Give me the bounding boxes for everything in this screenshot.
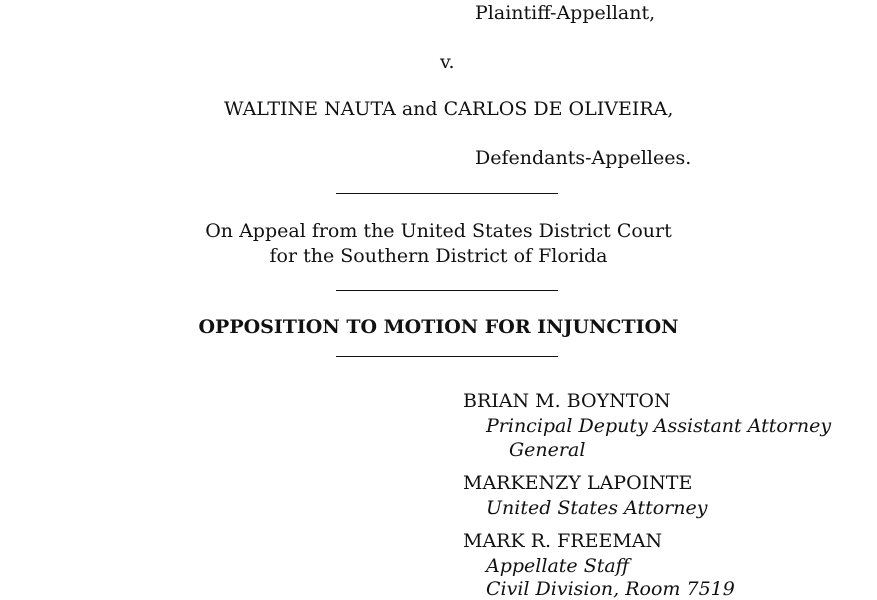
defendants-role: Defendants-Appellees. xyxy=(475,147,692,169)
plaintiff-role: Plaintiff-Appellant, xyxy=(475,2,656,24)
signatory-name: MARKENZY LAPOINTE xyxy=(463,472,693,494)
signatory-title: Civil Division, Room 7519 xyxy=(486,578,735,600)
signatory-title: Appellate Staff xyxy=(486,555,630,577)
defendants-names: WALTINE NAUTA and CARLOS DE OLIVEIRA, xyxy=(224,98,674,120)
separator-rule-2 xyxy=(336,290,558,291)
signatory-name: BRIAN M. BOYNTON xyxy=(463,390,671,412)
signatory-title: Principal Deputy Assistant Attorney xyxy=(486,415,832,437)
signatory-title: General xyxy=(509,439,586,461)
signatory-name: MARK R. FREEMAN xyxy=(463,530,663,552)
versus-label: v. xyxy=(440,51,455,73)
separator-rule-1 xyxy=(336,193,558,194)
signatory-title: United States Attorney xyxy=(486,497,708,519)
appeal-source-line-2: for the Southern District of Florida xyxy=(269,245,608,267)
separator-rule-3 xyxy=(336,356,558,357)
appeal-source-line-1: On Appeal from the United States District Court xyxy=(205,220,672,242)
document-title: OPPOSITION TO MOTION FOR INJUNCTION xyxy=(198,316,679,338)
